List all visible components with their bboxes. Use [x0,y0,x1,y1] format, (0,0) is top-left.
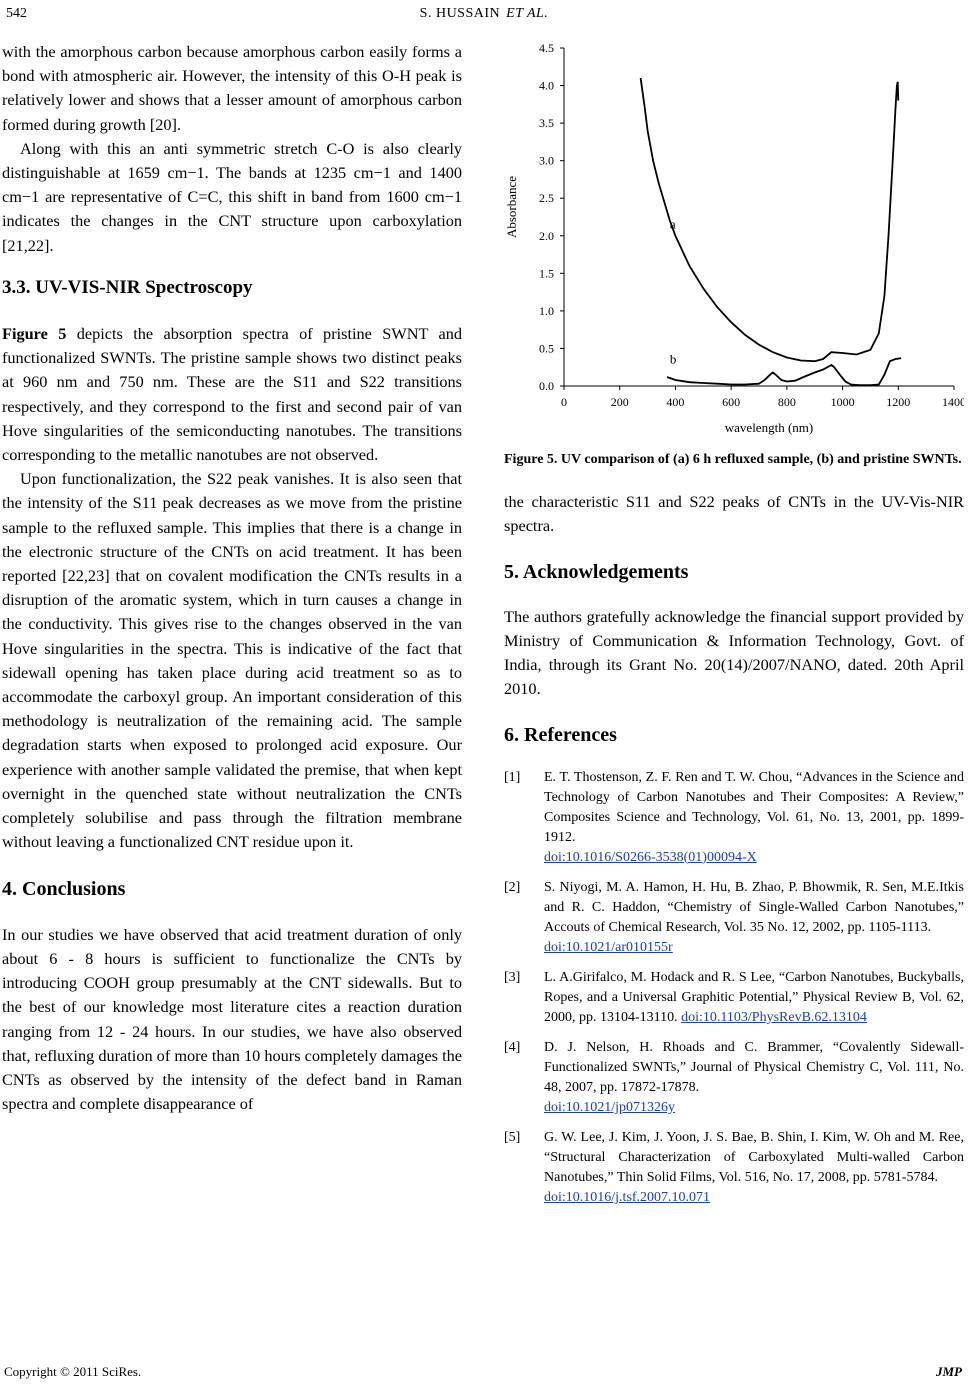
reference-item [504,968,964,1028]
y-tick-label: 1.5 [539,266,554,281]
section-heading: 4. Conclusions [2,877,126,900]
section-heading: 3.3. UV-VIS-NIR Spectroscopy [2,276,253,298]
reference-body [544,1038,964,1118]
right-column [504,40,964,1218]
running-title-authors: S. HUSSAIN [419,6,501,21]
reference-list [504,768,964,1208]
reference-text: L. A.Girifalco, M. Hodack and R. S Lee, “Carbon Nanotubes, Buckyballs, Ropes, and a Universal Graphitic Potential,” Physical Review B, Vol. 62, 2000, pp. 13104-13110. [544,969,964,1025]
x-tick-label: 1200 [886,395,911,409]
x-tick-label: 400 [666,395,685,409]
copyright: Copyright © 2011 SciRes. [4,1364,142,1379]
series-annotation: a [669,216,676,232]
paragraph: In our studies we have observed that acid treatment duration of only about 6 - 8 hours is sufficient to functionalize the CNTs by introducing COOH group presumably at the CNT sidewalls. But to the best of our knowledge most literature cites a reaction duration ranging from 12 - 24 hours. In our studies, we have also observed that, refluxing duration of more than 10 hours completely damages the CNTs as observed by the intensity of the defect band in Raman spectra and complete disappearance of [2,924,462,1114]
x-tick-label: 800 [777,395,796,409]
figure-5 [504,40,964,440]
doi-link[interactable]: doi:10.1016/S0266-3538(01)00094-X [544,849,757,865]
paragraph: Along with this an anti symmetric stretch C-O is also clearly distinguishable at 1659 cm−1. The bands at 1235 cm−1 and 1400 cm−1 are representative of C=C, this shift in band from 1600 cm−1 indicates the changes in the CNT structure upon carboxylation [21,22]. [2,138,462,255]
paragraph: Upon functionalization, the S22 peak vanishes. It is also seen that the intensity of the S11 peak decreases as we move from the pristine sample to the refluxed sample. This implies that there is a change in the electronic structure of the CNTs on acid treatment. It has been reported [22,23] that on covalent modification the CNTs results in a disruption of the aromatic system, which in turn causes a change in the conductivity. This gives rise to the changes observed in the van Hove singularities in the spectra. This is indicative of the fact that sidewall opening has taken place during acid treatment so as to accommodate the carboxyl group. An important consideration of this methodology is neutralization of the remaining acid. The sample degradation starts when exposed to prolonged acid exposure. Our experience with another sample validated the premise, that when kept overnight in the quenched state without neutralization the CNTs completely solubilise and pass through the filtration membrane without leaving a functionalized CNT residue upon it. [2,469,462,852]
paragraph: with the amorphous carbon because amorphous carbon easily forms a bond with atmospheric air. However, the intensity of this O-H peak is relatively lower and shows that a lesser amount of amorphous carbon formed during growth [20]. [2,42,462,134]
x-axis-label: wavelength (nm) [724,420,814,435]
reference-number: [4] [504,1039,521,1055]
paragraph [2,322,462,467]
x-tick-label: 0 [561,395,567,409]
y-tick-label: 1.0 [539,303,554,318]
section-heading: 6. References [504,724,617,747]
reference-number: [5] [504,1129,521,1145]
y-tick-label: 0.0 [539,379,554,393]
y-tick-label: 3.0 [539,153,554,168]
series-annotation: b [669,351,677,367]
reference-text: S. Niyogi, M. A. Hamon, H. Hu, B. Zhao, P. Bhowmik, R. Sen, M.E.Itkis and R. C. Haddon, “Chemistry of Single-Walled Carbon Nanotubes,” Accouts of Chemical Research, Vol. 35 No. 12, 2002, pp. 1105-1113. [544,879,964,935]
paragraph: the characteristic S11 and S22 peaks of CNTs in the UV-Vis-NIR spectra. [504,492,964,536]
x-tick-label: 1000 [830,395,855,409]
doi-link[interactable]: doi:10.1021/jp071326y [544,1099,676,1115]
y-tick-label: 2.5 [539,191,554,206]
reference-number: [2] [504,879,521,895]
doi-link[interactable]: doi:10.1016/j.tsf.2007.10.071 [544,1189,711,1205]
running-title-etal: ET AL. [506,6,549,21]
section-heading: 5. Acknowledgements [504,561,689,584]
y-tick-label: 4.0 [539,78,554,93]
y-axis-label: Absorbance [504,175,519,239]
page-number: 542 [6,6,27,21]
x-tick-label: 1400 [942,395,964,409]
figure-caption: Figure 5. UV comparison of (a) 6 h refluxed sample, (b) and pristine SWNTs. [504,452,962,467]
reference-text: G. W. Lee, J. Kim, J. Yoon, J. S. Bae, B. Shin, I. Kim, W. Oh and M. Ree, “Structural Characterization of Carboxylated Multi-walled Carbon Nanotubes,” Thin Solid Films, Vol. 516, No. 17, 2008, pp. 5781-5784. [544,1129,964,1185]
y-tick-label: 0.5 [539,341,554,356]
reference-text: E. T. Thostenson, Z. F. Ren and T. W. Chou, “Advances in the Science and Technology of Carbon Nanotubes and Their Composites: A Review,” Composites Science and Technology, Vol. 61, No. 13, 2001, pp. 1899-1912. [544,769,964,845]
journal-abbrev: JMP [936,1364,962,1379]
reference-item [504,768,964,868]
reference-body [544,968,964,1028]
absorbance-chart [504,40,964,440]
reference-item [504,1038,964,1118]
reference-body [544,768,964,868]
reference-item [504,878,964,958]
doi-link[interactable]: doi:10.1103/PhysRevB.62.13104 [681,1009,867,1025]
y-tick-label: 2.0 [539,228,554,243]
figure-reference: Figure 5 [2,324,67,344]
x-tick-label: 200 [610,395,629,409]
x-tick-label: 600 [722,395,741,409]
paragraph: The authors gratefully acknowledge the financial support provided by Ministry of Communication & Information Technology, Govt. of India, through its Grant No. 20(14)/2007/NANO, dated. 20th April 2010. [504,606,964,699]
reference-item [504,1128,964,1208]
reference-body [544,1128,964,1208]
doi-link[interactable]: doi:10.1021/ar010155r [544,939,673,955]
series-line-b [667,358,901,385]
paragraph-text: depicts the absorption spectra of pristine SWNT and functionalized SWNTs. The pristine sample shows two distinct peaks at 960 nm and 750 nm. These are the S11 and S22 transitions respectively, and they correspond to the first and second pair of van Hove singularities of the semiconducting nanotubes. The transitions corresponding to the metallic nanotubes are not observed. [2,324,462,465]
series-line-a [641,78,899,361]
page-header [0,6,968,28]
reference-text: D. J. Nelson, H. Rhoads and C. Brammer, “Covalently Sidewall-Functionalized SWNTs,” Journal of Physical Chemistry C, Vol. 111, No. 48, 2007, pp. 17872-17878. [544,1039,964,1095]
y-tick-label: 4.5 [539,41,554,55]
left-column [2,40,462,1116]
y-tick-label: 3.5 [539,116,554,131]
running-title [0,6,968,22]
reference-number: [1] [504,769,521,785]
reference-body [544,878,964,958]
reference-number: [3] [504,969,521,985]
